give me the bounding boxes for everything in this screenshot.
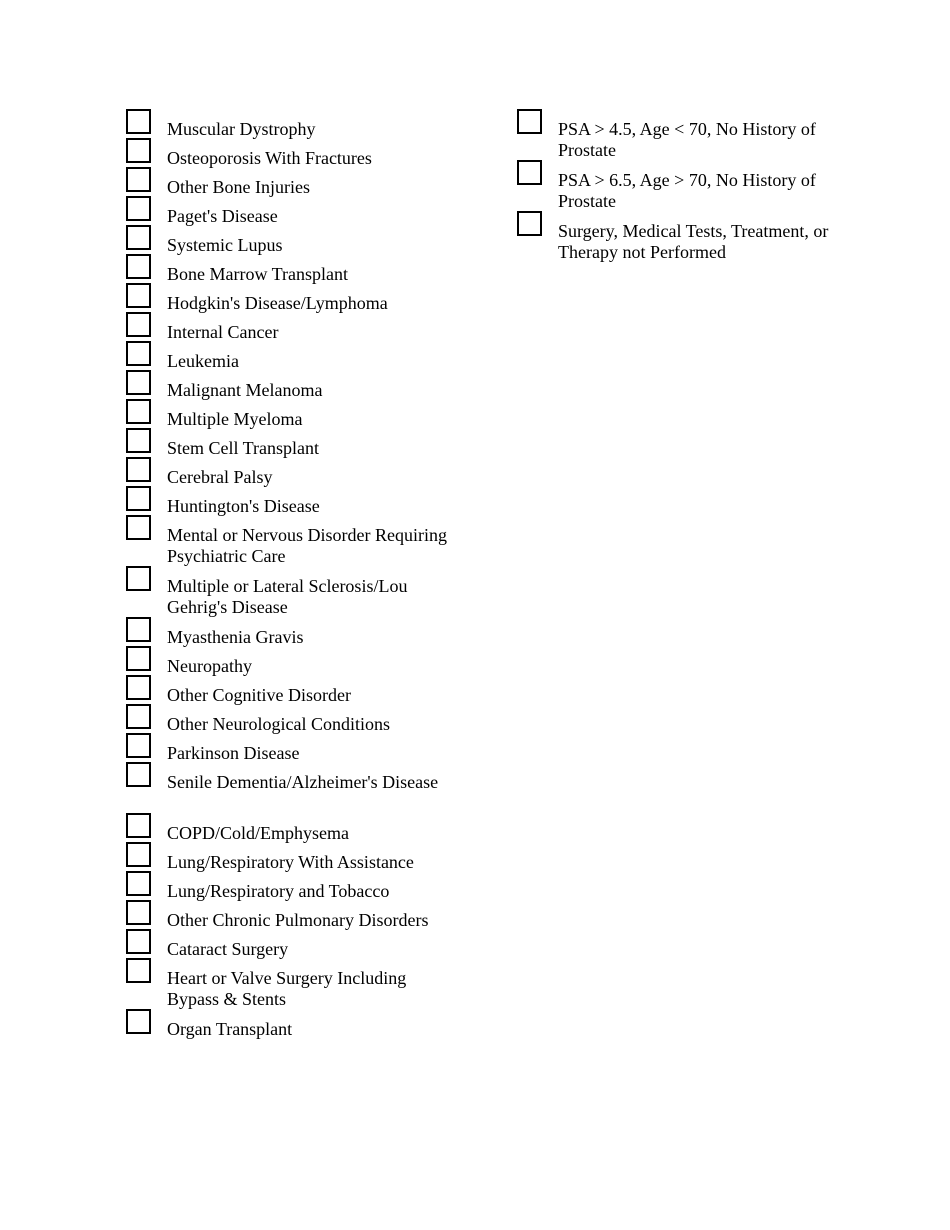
checkbox-item[interactable] [126, 841, 456, 870]
checkbox-label: Bone Marrow Transplant [167, 264, 348, 284]
checkbox-item[interactable] [126, 485, 456, 514]
checkbox[interactable] [126, 842, 151, 867]
checkbox-item[interactable] [126, 166, 456, 195]
checkbox-label: Leukemia [167, 351, 239, 371]
checkbox[interactable] [126, 457, 151, 482]
checkbox-label: Parkinson Disease [167, 743, 300, 763]
left-condition-column [126, 108, 456, 1037]
checkbox-label: PSA > 4.5, Age < 70, No History of Prostate [558, 119, 816, 160]
checkbox[interactable] [126, 167, 151, 192]
checkbox[interactable] [126, 762, 151, 787]
checkbox-item[interactable] [126, 928, 456, 957]
checkbox[interactable] [126, 675, 151, 700]
checkbox[interactable] [517, 211, 542, 236]
checkbox[interactable] [126, 617, 151, 642]
checkbox[interactable] [126, 486, 151, 511]
checkbox[interactable] [126, 283, 151, 308]
checkbox-label: Internal Cancer [167, 322, 279, 342]
checkbox-item[interactable] [126, 565, 456, 616]
checkbox-label: Surgery, Medical Tests, Treatment, or Therapy not Performed [558, 221, 829, 262]
checkbox[interactable] [517, 160, 542, 185]
checkbox-label: Cerebral Palsy [167, 467, 273, 487]
checkbox-item[interactable] [126, 957, 456, 1008]
checkbox[interactable] [126, 399, 151, 424]
checkbox[interactable] [126, 254, 151, 279]
checkbox-label: Other Cognitive Disorder [167, 685, 351, 705]
checkbox-label: Cataract Surgery [167, 939, 289, 959]
checkbox-item[interactable] [126, 456, 456, 485]
checkbox-label: Multiple or Lateral Sclerosis/Lou Gehrig's Disease [167, 576, 408, 617]
checkbox-item[interactable] [517, 159, 847, 210]
checkbox[interactable] [126, 929, 151, 954]
checkbox-item[interactable] [126, 108, 456, 137]
checkbox-label: Muscular Dystrophy [167, 119, 316, 139]
checkbox-item[interactable] [126, 427, 456, 456]
checkbox-item[interactable] [126, 514, 456, 565]
checkbox-label: Mental or Nervous Disorder Requiring Psychiatric Care [167, 525, 447, 566]
checkbox[interactable] [126, 958, 151, 983]
checkbox-label: Other Neurological Conditions [167, 714, 390, 734]
checkbox-label: PSA > 6.5, Age > 70, No History of Prostate [558, 170, 816, 211]
checkbox-item[interactable] [126, 870, 456, 899]
checkbox[interactable] [126, 515, 151, 540]
checkbox[interactable] [126, 109, 151, 134]
checkbox-label: Senile Dementia/Alzheimer's Disease [167, 772, 439, 792]
checkbox-item[interactable] [517, 210, 847, 261]
checkbox-label: Stem Cell Transplant [167, 438, 320, 458]
checkbox[interactable] [126, 196, 151, 221]
checkbox-item[interactable] [126, 369, 456, 398]
checkbox-label: Other Bone Injuries [167, 177, 310, 197]
checkbox[interactable] [126, 733, 151, 758]
checkbox-label: Myasthenia Gravis [167, 627, 304, 647]
checkbox-item[interactable] [126, 195, 456, 224]
checkbox[interactable] [126, 900, 151, 925]
checkbox-item[interactable] [126, 137, 456, 166]
checkbox[interactable] [126, 646, 151, 671]
checkbox-label: Paget's Disease [167, 206, 278, 226]
checkbox-item[interactable] [126, 761, 456, 812]
checkbox[interactable] [126, 566, 151, 591]
checkbox-label: Systemic Lupus [167, 235, 283, 255]
checkbox[interactable] [126, 704, 151, 729]
checkbox-item[interactable] [126, 1008, 456, 1037]
checkbox-item[interactable] [126, 282, 456, 311]
checkbox-item[interactable] [126, 340, 456, 369]
checkbox-label: Neuropathy [167, 656, 252, 676]
checkbox[interactable] [126, 1009, 151, 1034]
checkbox[interactable] [126, 813, 151, 838]
checkbox-item[interactable] [126, 253, 456, 282]
checkbox-label: Lung/Respiratory and Tobacco [167, 881, 390, 901]
checkbox-label: Hodgkin's Disease/Lymphoma [167, 293, 388, 313]
checkbox-item[interactable] [126, 812, 456, 841]
checkbox-label: Huntington's Disease [167, 496, 320, 516]
checkbox[interactable] [126, 370, 151, 395]
checkbox-label: Heart or Valve Surgery Including Bypass & Stents [167, 968, 407, 1009]
checkbox[interactable] [126, 225, 151, 250]
checkbox-label: Malignant Melanoma [167, 380, 323, 400]
checkbox-item[interactable] [126, 703, 456, 732]
checkbox-label: Lung/Respiratory With Assistance [167, 852, 414, 872]
checkbox[interactable] [126, 138, 151, 163]
checkbox-item[interactable] [126, 732, 456, 761]
checkbox-label: Other Chronic Pulmonary Disorders [167, 910, 429, 930]
checkbox-item[interactable] [126, 616, 456, 645]
checkbox-item[interactable] [517, 108, 847, 159]
checkbox-item[interactable] [126, 224, 456, 253]
checkbox[interactable] [126, 428, 151, 453]
checkbox[interactable] [517, 109, 542, 134]
checkbox-item[interactable] [126, 398, 456, 427]
checkbox-label: Osteoporosis With Fractures [167, 148, 372, 168]
checkbox[interactable] [126, 341, 151, 366]
checkbox-item[interactable] [126, 674, 456, 703]
right-condition-column [517, 108, 847, 261]
checkbox-item[interactable] [126, 645, 456, 674]
checkbox-item[interactable] [126, 311, 456, 340]
checkbox[interactable] [126, 871, 151, 896]
checkbox-label: Organ Transplant [167, 1019, 293, 1039]
checkbox[interactable] [126, 312, 151, 337]
checkbox-item[interactable] [126, 899, 456, 928]
checkbox-label: Multiple Myeloma [167, 409, 303, 429]
checkbox-label: COPD/Cold/Emphysema [167, 823, 350, 843]
